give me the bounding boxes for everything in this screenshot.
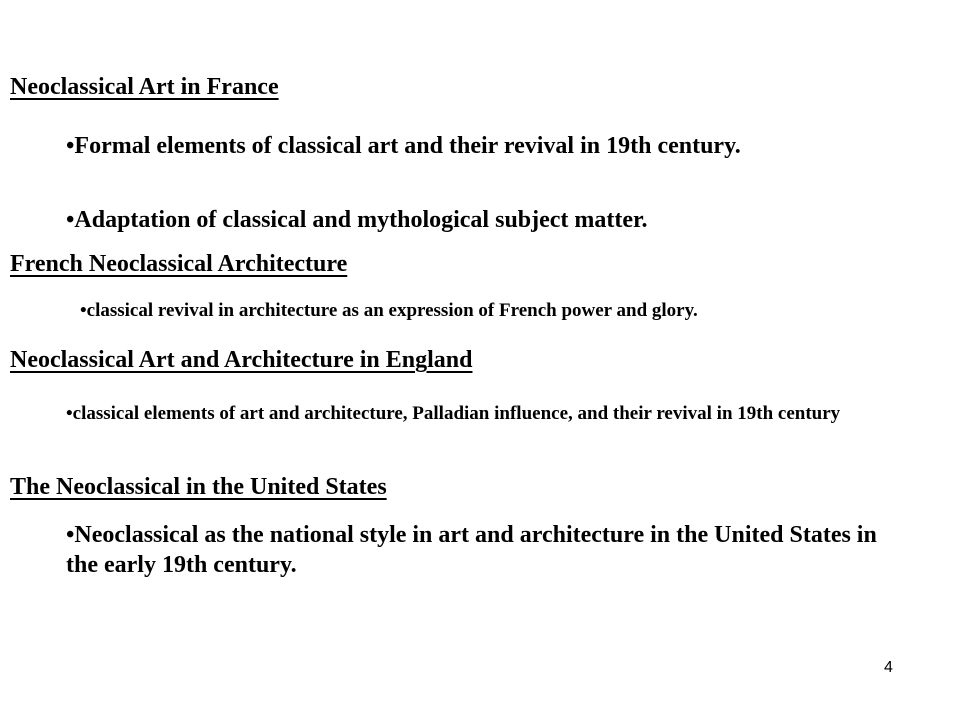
bullet-formal-elements <box>66 131 741 161</box>
bullet-national-style <box>66 520 886 580</box>
bullet-classical-revival-architecture <box>80 297 698 325</box>
bullet-dot: • <box>80 300 87 321</box>
bullet-text: classical revival in architecture as an expression of French power and glory. <box>86 300 698 321</box>
bullet-text: classical elements of art and architecture, Palladian influence, and their revival in 19th century <box>72 403 841 424</box>
section-heading-england: Neoclassical Art and Architecture in England <box>10 347 473 373</box>
slide-number: 4 <box>884 659 893 676</box>
bullet-classical-elements-palladian <box>66 400 906 428</box>
bullet-text: Adaptation of classical and mythological subject matter. <box>74 207 648 233</box>
bullet-dot: • <box>66 522 75 548</box>
section-heading-united-states: The Neoclassical in the United States <box>10 474 387 500</box>
bullet-text: Neoclassical as the national style in art and architecture in the United States in the early 19th century. <box>66 522 877 578</box>
bullet-text: Formal elements of classical art and their revival in 19th century. <box>74 133 741 159</box>
bullet-dot: • <box>66 133 75 159</box>
bullet-dot: • <box>66 207 75 233</box>
bullet-dot: • <box>66 403 73 424</box>
bullet-adaptation-subject-matter <box>66 205 648 235</box>
section-heading-french-architecture: French Neoclassical Architecture <box>10 251 348 277</box>
section-heading-neoclassical-art-france: Neoclassical Art in France <box>10 74 279 100</box>
